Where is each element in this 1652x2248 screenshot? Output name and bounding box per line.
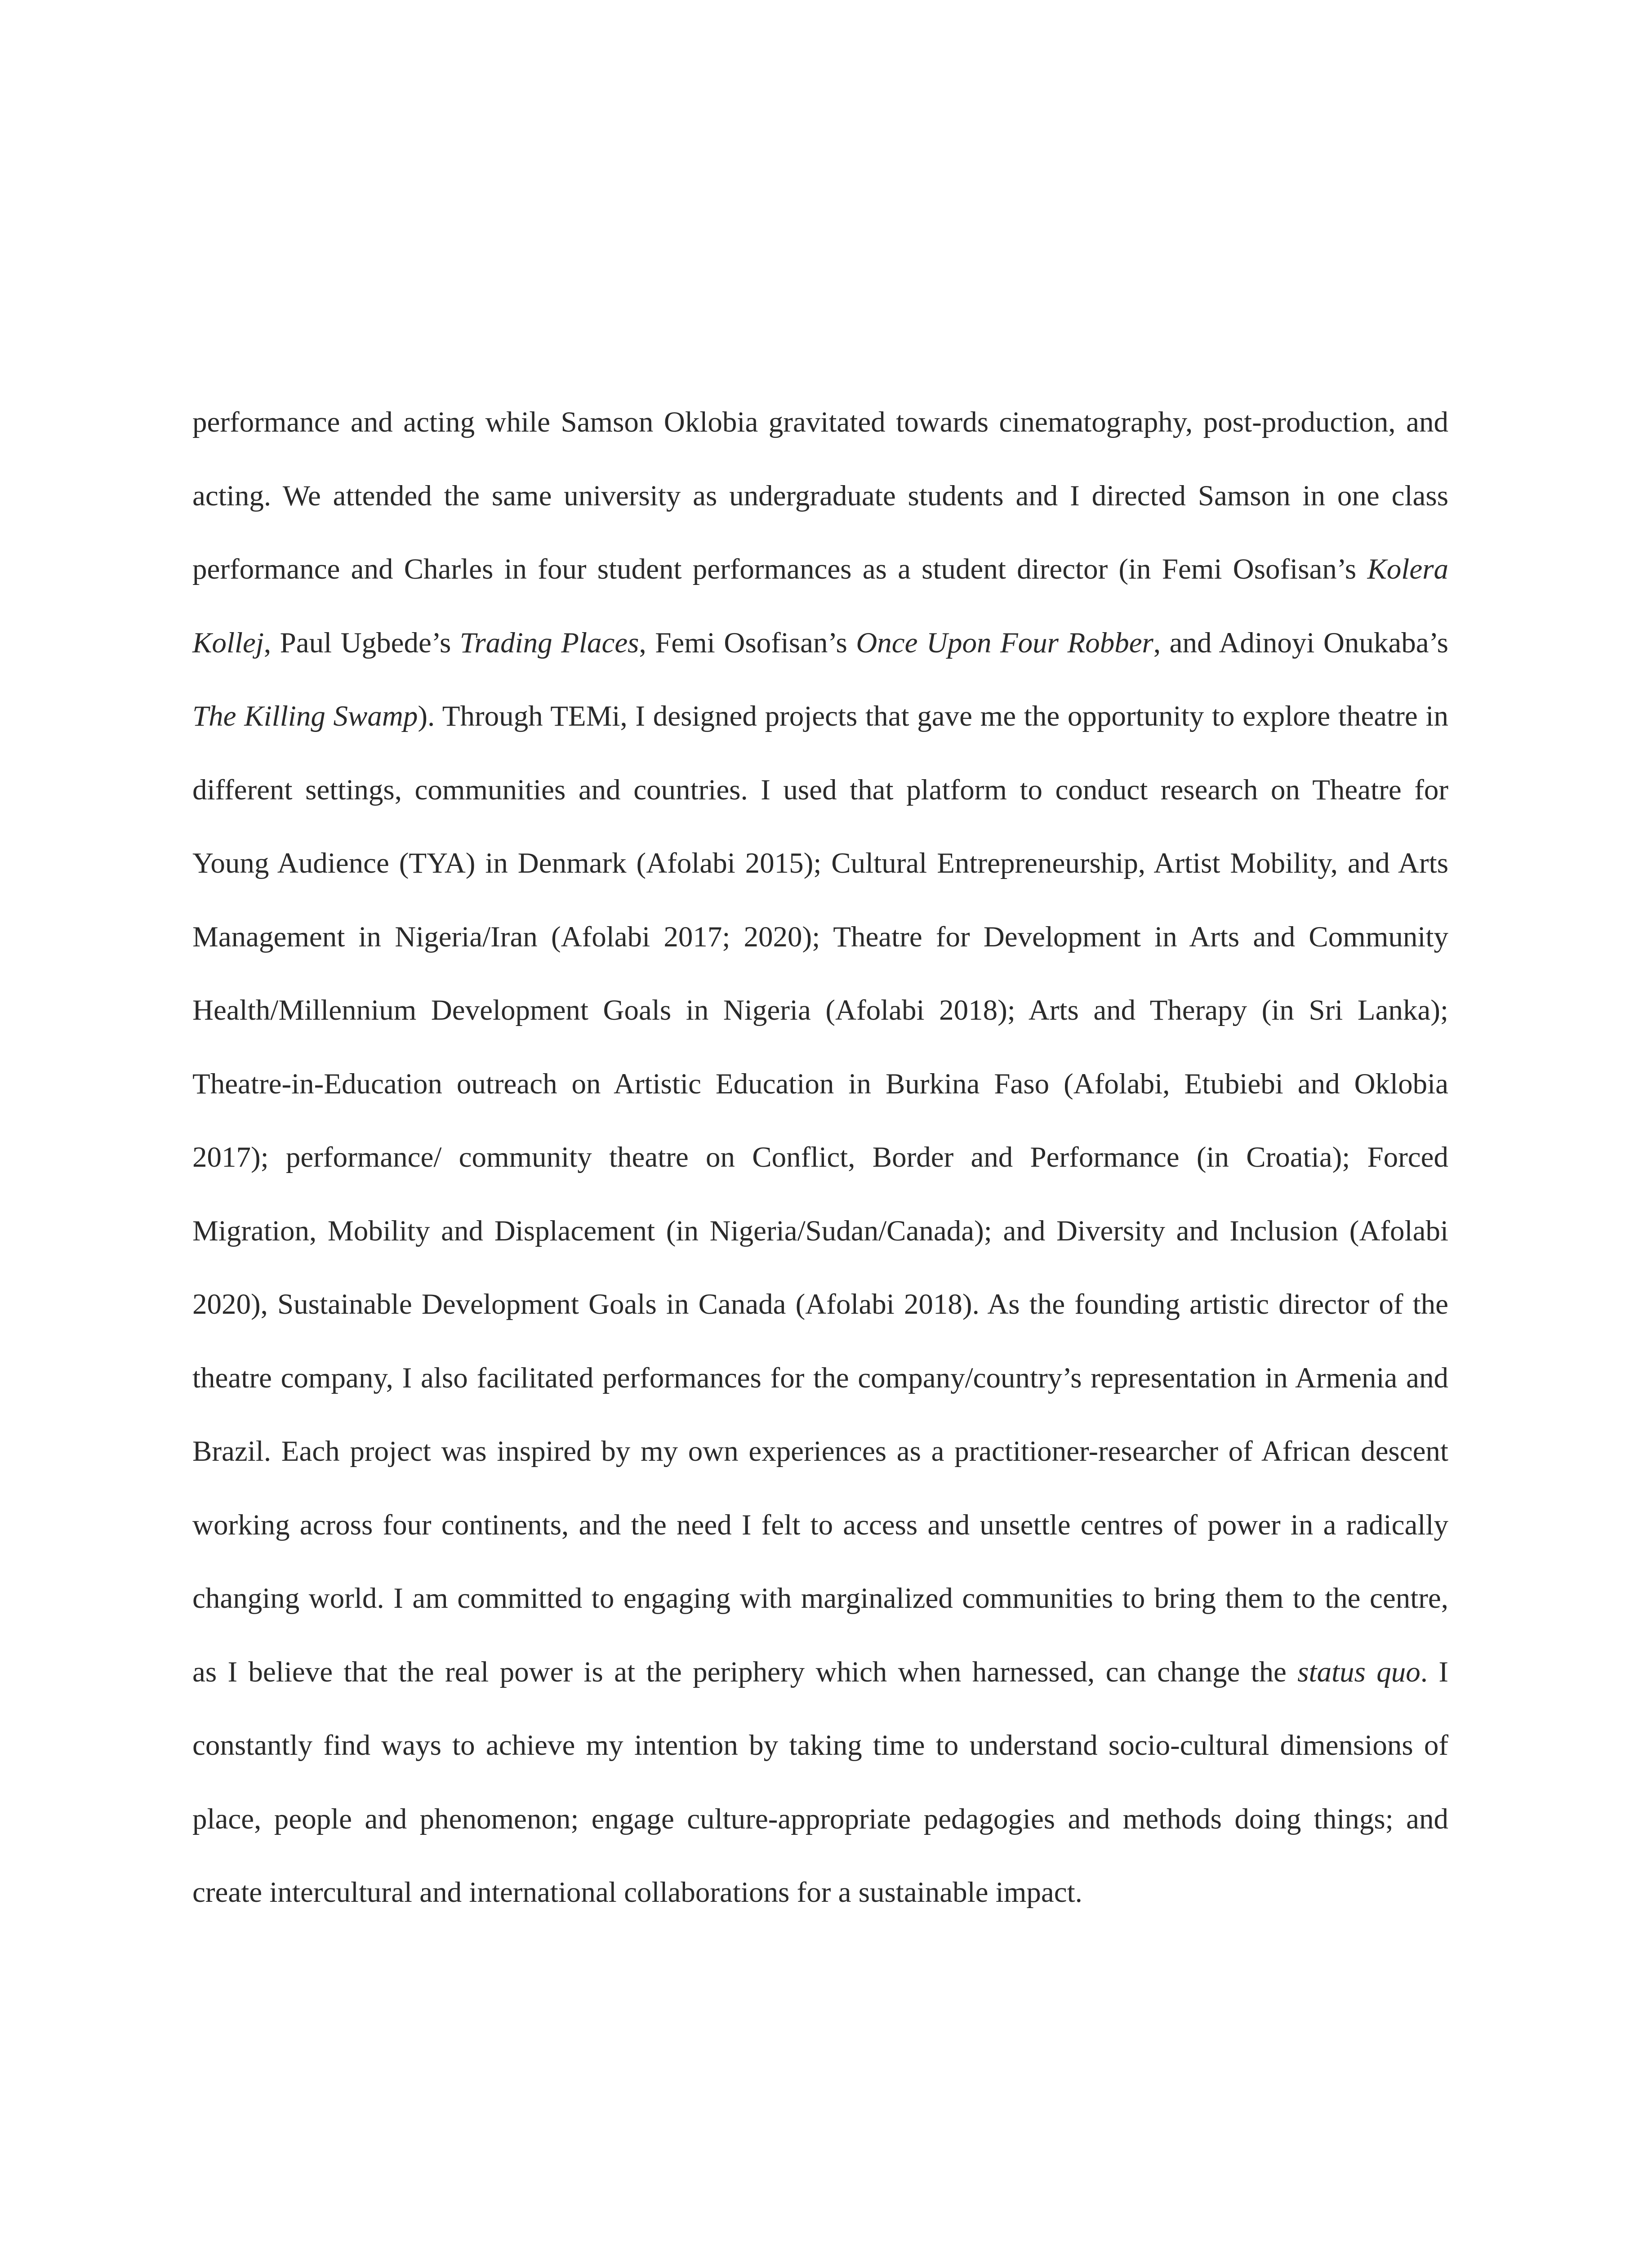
play-title-kolera-kollej: Kolera Kollej <box>192 553 1448 659</box>
play-title-the-killing-swamp: The Killing Swamp <box>192 700 418 732</box>
play-title-once-upon-four-robber: Once Upon Four Robber <box>856 626 1153 659</box>
text-run: , Paul Ugbede’s <box>263 626 460 659</box>
body-paragraph <box>192 386 1448 1930</box>
italic-status-quo: status quo <box>1297 1655 1420 1688</box>
text-run: ). Through TEMi, I designed projects that gave me the opportunity to explore theatre in different settings, communities and countries. I used that platform to conduct research on Theatre for Young Audience (TYA) in Denmark (Afolabi 2015); Cultural Entrepreneurship, Artist Mobility, and Arts Management in Nigeria/Iran (Afolabi 2017; 2020); Theatre for Development in Arts and Community Health/Millennium Development Goals in Nigeria (Afolabi 2018); Arts and Therapy (in Sri Lanka); Theatre-in-Education outreach on Artistic Education in Burkina Faso (Afolabi, Etubiebi and Oklobia 2017); performance/ community theatre on Conflict, Border and Performance (in Croatia); Forced Migration, Mobility and Displacement (in Nigeria/Sudan/Canada); and Diversity and Inclusion (Afolabi 2020), Sustainable Development Goals in Canada (Afolabi 2018). As the founding artistic director of the theatre company, I also facilitated performances for the company/country’s representation in Armenia and Brazil. Each project was inspired by my own experiences as a practitioner-researcher of African descent working across four continents, and the need I felt to access and unsettle centres of power in a radically changing world. I am committed to engaging with marginalized communities to bring them to the centre, as I believe that the real power is at the periphery which when harnessed, can change the <box>192 700 1448 1688</box>
text-run: , Femi Osofisan’s <box>639 626 856 659</box>
text-run: performance and acting while Samson Oklobia gravitated towards cinematography, post-production, and acting. We attended the same university as undergraduate students and I directed Samson in one class performance and Charles in four student performances as a student director (in Femi Osofisan’s <box>192 406 1448 585</box>
play-title-trading-places: Trading Places <box>459 626 639 659</box>
text-run: , and Adinoyi Onukaba’s <box>1153 626 1448 659</box>
text-run: . I constantly find ways to achieve my intention by taking time to understand socio-cultural dimensions of place, people and phenomenon; engage culture-appropriate pedagogies and methods doing things; and create intercultural and international collaborations for a sustainable impact. <box>192 1655 1448 1909</box>
